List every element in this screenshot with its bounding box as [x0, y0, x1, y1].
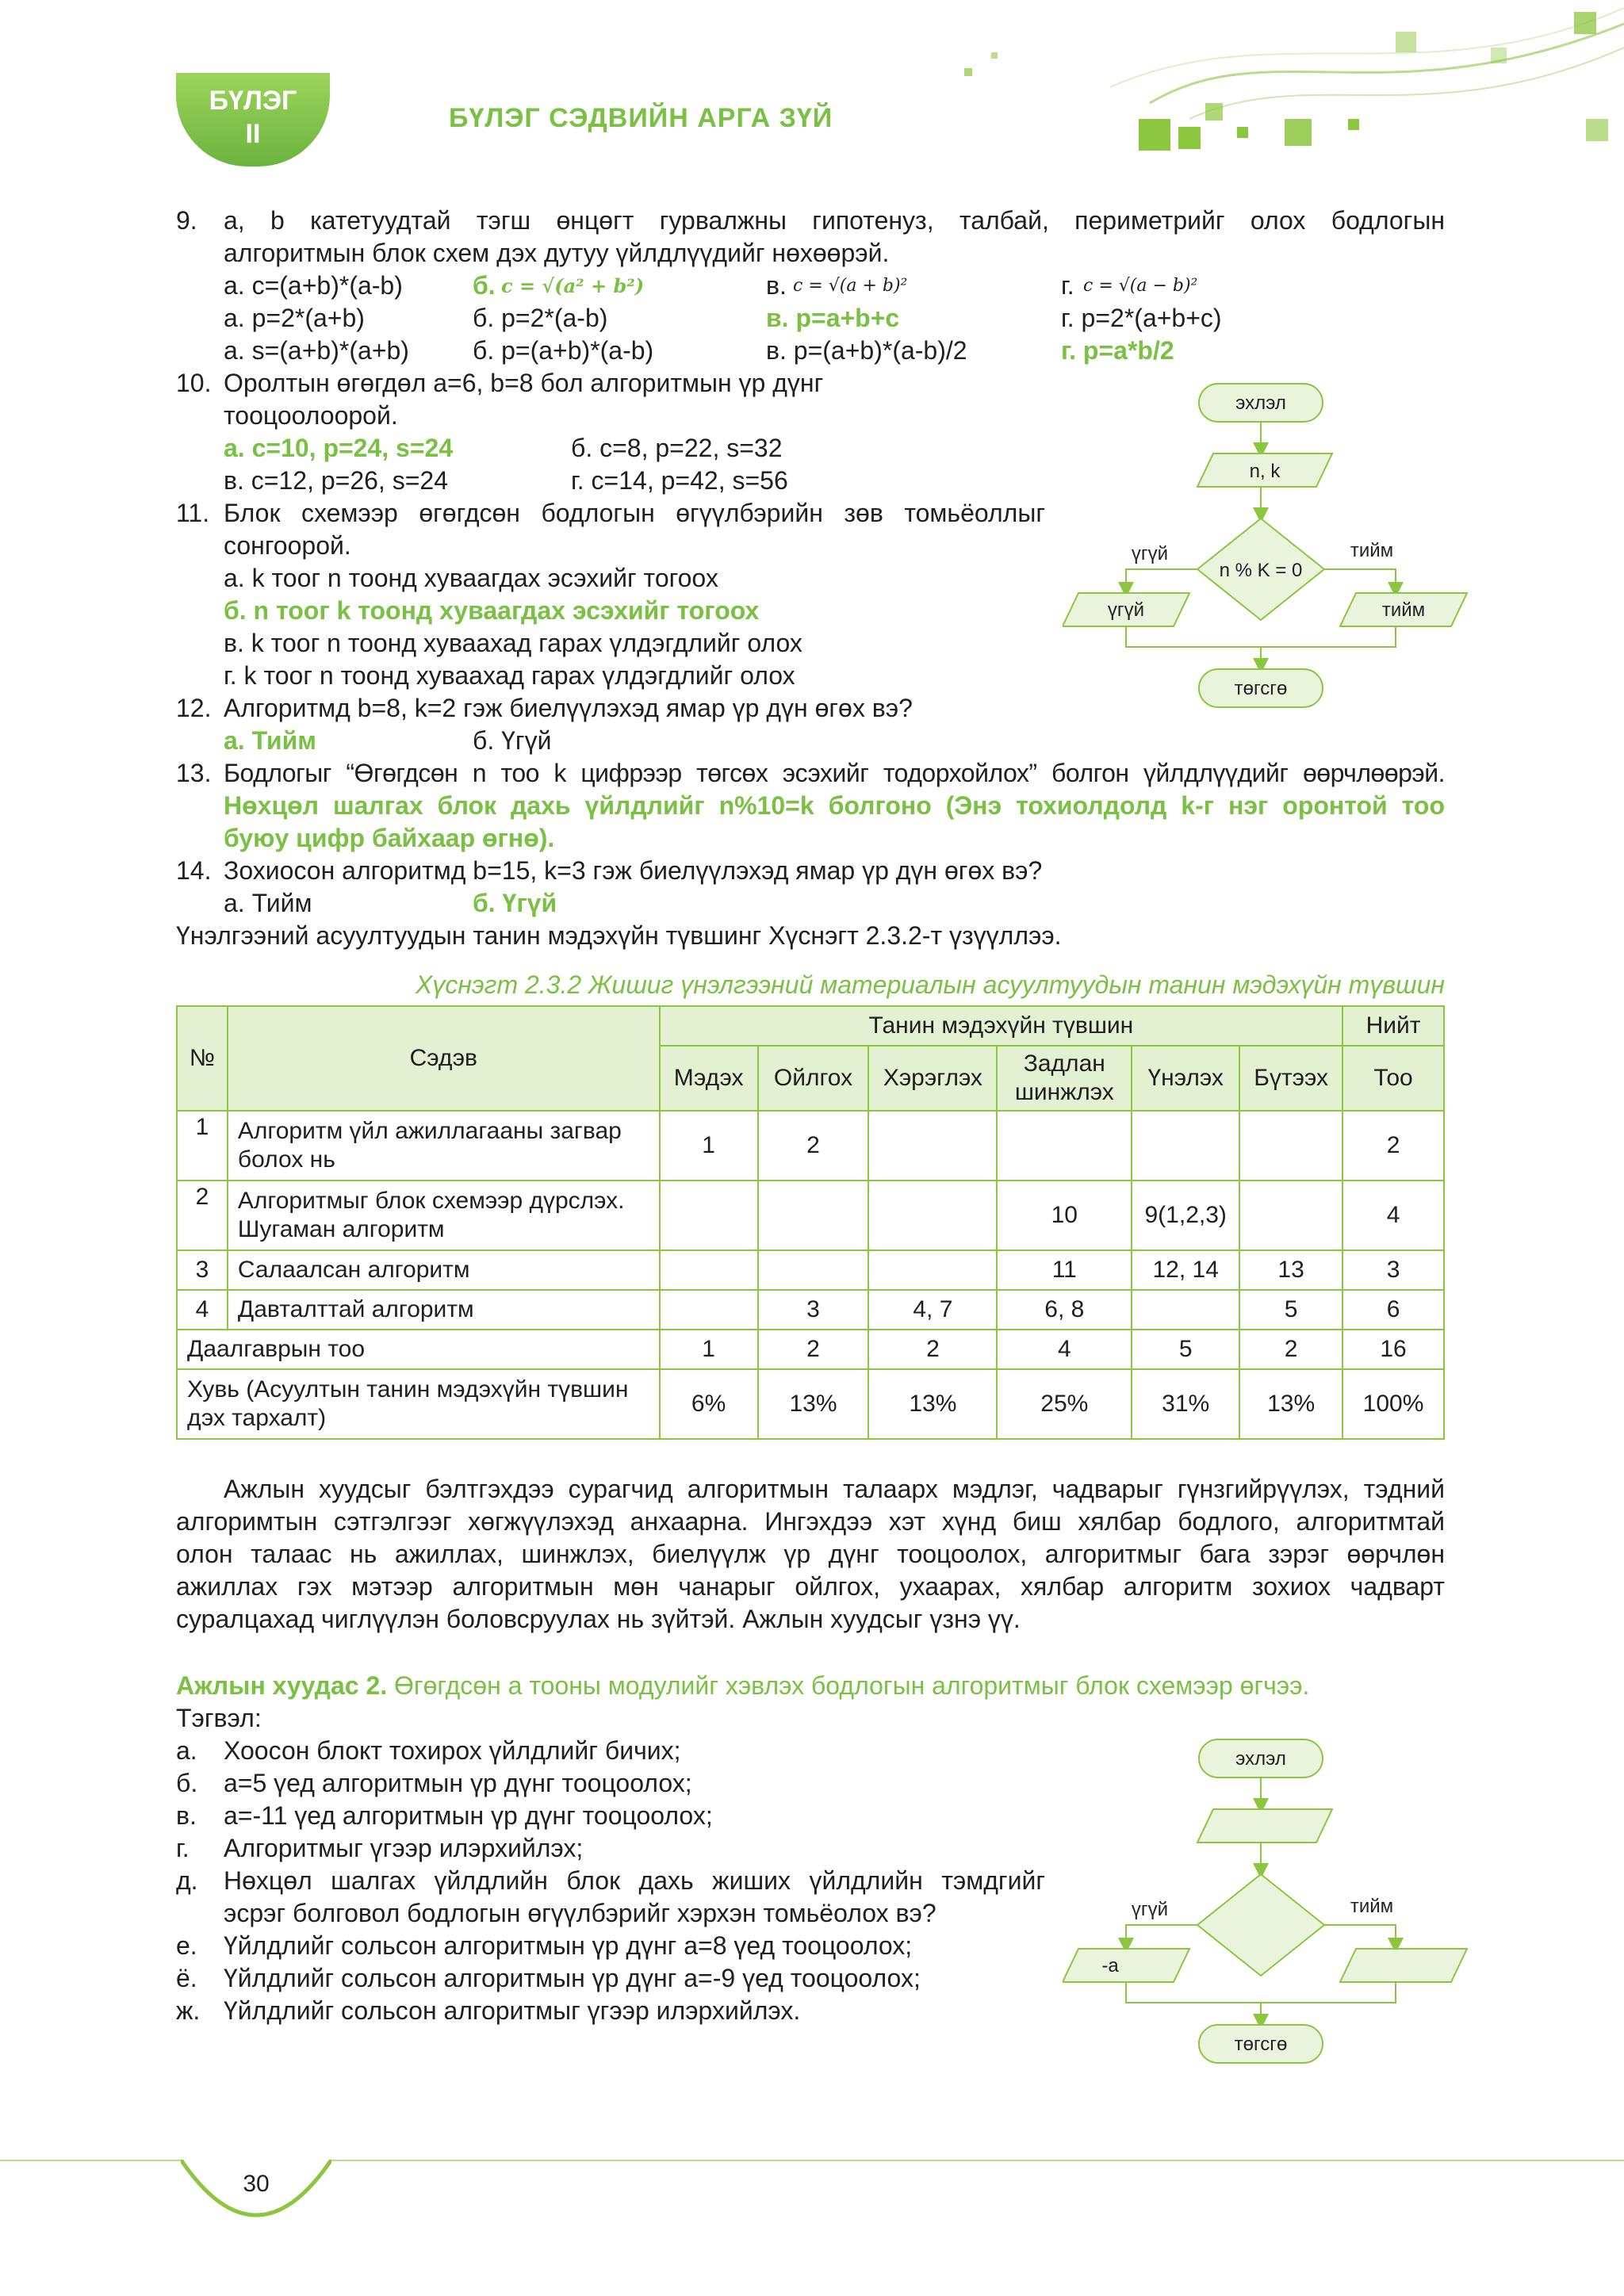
flowchart-absolute-value — [1063, 1728, 1475, 2077]
flow-start-label: эхлэл — [1235, 392, 1286, 414]
q11-number: 11. — [176, 499, 210, 527]
cell: 10 — [997, 1181, 1132, 1250]
q13-number: 13. — [176, 759, 212, 787]
cell: 6, 8 — [997, 1290, 1132, 1330]
header-level-understand: Ойлгох — [758, 1046, 869, 1111]
cell-no: 4 — [177, 1290, 228, 1330]
cell — [868, 1111, 997, 1181]
chapter-badge-number: II — [245, 119, 261, 149]
flow-end-label: төгсгө — [1234, 678, 1288, 699]
ws-item-label: б. — [176, 1769, 198, 1797]
eval-text: Үнэлгээний асуултуудын танин мэдэхүйн түвшинг Хүснэгт 2.3.2-т үзүүллээ. — [176, 921, 1062, 950]
cell-topic: Алгоритмыг блок схемээр дүрслэх. Шугаман алгоритм — [228, 1181, 660, 1250]
q12-a-answer: а. Тийм — [224, 726, 316, 755]
q11-b-answer: б. n тоог k тоонд хуваагдах эсэхийг тогоох — [224, 596, 760, 625]
q10-b: б. c=8, p=22, s=32 — [571, 434, 783, 462]
cell: 13% — [758, 1369, 869, 1439]
q14-number: 14. — [176, 856, 212, 885]
flow-no-label: үгүй — [1131, 1899, 1169, 1920]
header-count: Тоо — [1342, 1046, 1444, 1111]
paragraph-line: ажиллах гэх мэтээр алгоритмын мөн чанарыг ойлгох, ухаарах, хялбар алгоритм зохиох чадварт — [176, 1572, 1445, 1601]
flow-no-label: үгүй — [1131, 543, 1169, 564]
flow-input-blank — [1197, 1809, 1332, 1843]
cell-total: 16 — [1342, 1330, 1444, 1369]
q11-d: г. k тоог n тоонд хуваахад гарах үлдэгдлийг олох — [224, 661, 795, 690]
q9-r3-d-answer: г. p=a*b/2 — [1061, 336, 1174, 365]
ws-item-text: Хоосон блокт тохирох үйлдлийг бичих; — [224, 1736, 681, 1765]
ws-item-text: a=-11 үед алгоритмын үр дүнг тооцоолох; — [224, 1801, 713, 1830]
flow-input-label: n, k — [1249, 461, 1281, 482]
ws-item-text: Үйлдлийг сольсон алгоритмын үр дүнг a=-9 үед тооцоолох; — [224, 1964, 921, 1992]
cell-topic: Алгоритм үйл ажиллагааны загвар болох нь — [228, 1111, 660, 1181]
ws-item-label: а. — [176, 1736, 197, 1765]
cell — [997, 1111, 1132, 1181]
table-row-count — [177, 1330, 1444, 1369]
q9-text-line1: a, b катетуудтай тэгш өнцөгт гурвалжны гипотенуз, талбай, периметрийг олох бодлогын — [224, 206, 1445, 235]
flow-output-yes-label: тийм — [1381, 599, 1426, 621]
cell: 5 — [1239, 1290, 1342, 1330]
deco-square — [991, 52, 998, 59]
cell — [1132, 1290, 1239, 1330]
cell: 12, 14 — [1132, 1250, 1239, 1290]
cell-topic: Салаалсан алгоритм — [228, 1250, 660, 1290]
ws-item-text: a=5 үед алгоритмын үр дүнг тооцоолох; — [224, 1769, 692, 1797]
worksheet-task: Өгөгдсөн a тооны модулийг хэвлэх бодлогын алгоритмыг блок схемээр өгчээ. — [394, 1671, 1310, 1700]
flow-yes-label: тийм — [1350, 540, 1394, 561]
q9-r3-c: в. p=(a+b)*(a-b)/2 — [766, 336, 967, 365]
q9-r1-a: а. c=(a+b)*(a-b) — [224, 271, 403, 300]
cell: 5 — [1132, 1330, 1239, 1369]
cell-topic: Давталттай алгоритм — [228, 1290, 660, 1330]
cell-total: 2 — [1342, 1111, 1444, 1181]
cell-total: 3 — [1342, 1250, 1444, 1290]
q14-text: Зохиосон алгоритмд b=15, k=3 гэж биелүүлэхэд ямар үр дүн өгөх вэ? — [224, 856, 1043, 885]
cell: 25% — [997, 1369, 1132, 1439]
q13-answer-line2: буюу цифр байхаар өгнө). — [224, 824, 555, 852]
cell-total: 100% — [1342, 1369, 1444, 1439]
worksheet-heading — [176, 1670, 1309, 1702]
paragraph-line: Ажлын хуудсыг бэлтгэхдээ сурагчид алгоритмын талаарх мэдлэг, чадварыг гүнзгийрүүлэх, тэдний — [224, 1475, 1445, 1503]
q10-a-answer: а. c=10, p=24, s=24 — [224, 434, 454, 462]
deco-square — [1205, 103, 1223, 121]
cell — [1239, 1111, 1342, 1181]
page-header-title: БҮЛЭГ СЭДВИЙН АРГА ЗҮЙ — [449, 103, 833, 133]
ws-item-text: Алгоритмыг үгээр илэрхийлэх; — [224, 1834, 584, 1862]
q9-r2-a: а. p=2*(a+b) — [224, 304, 365, 332]
table-caption: Хүснэгт 2.3.2 Жишиг үнэлгээний материалын асуултуудын танин мэдэхүйн түвшин — [415, 970, 1445, 999]
cell: 6% — [660, 1369, 758, 1439]
header-level-know: Мэдэх — [660, 1046, 758, 1111]
q9-number: 9. — [176, 206, 197, 235]
header-total: Нийт — [1342, 1006, 1444, 1046]
flow-start-label: эхлэл — [1235, 1748, 1286, 1770]
cell — [1239, 1181, 1342, 1250]
deco-square — [1178, 127, 1201, 149]
ws-item-text: эсрэг болговол бодлогын өгүүлбэрийг хэрхэн томьёолох вэ? — [224, 1899, 936, 1927]
cell: 2 — [758, 1330, 869, 1369]
deco-square — [1586, 119, 1608, 141]
deco-square — [1348, 119, 1359, 130]
q9-text-line2: алгоритмын блок схем дэх дутуу үйлдлүүдийг нөхөөрэй. — [224, 239, 890, 267]
q10-text-line1: Оролтын өгөгдөл a=6, b=8 бол алгоритмын үр дүнг — [224, 369, 824, 397]
cell: 13% — [1239, 1369, 1342, 1439]
cell-count-label: Даалгаврын тоо — [177, 1330, 660, 1369]
cell — [660, 1290, 758, 1330]
cell-no: 2 — [177, 1181, 228, 1250]
q12-text: Алгоритмд b=8, k=2 гэж биелүүлэхэд ямар үр дүн өгөх вэ? — [224, 694, 913, 722]
header-level: Танин мэдэхүйн түвшин — [660, 1006, 1342, 1046]
ws-item-label: ё. — [176, 1964, 197, 1992]
deco-square — [1574, 12, 1596, 34]
flowchart-divisibility — [1063, 373, 1475, 721]
cell: 2 — [758, 1111, 869, 1181]
q9-r1-c-formula: c = √(a + b)² — [793, 276, 908, 296]
table-row — [177, 1181, 1444, 1250]
q14-b-answer: б. Үгүй — [473, 889, 557, 917]
cell-total: 4 — [1342, 1181, 1444, 1250]
cell: 4, 7 — [868, 1290, 997, 1330]
cell: 11 — [997, 1250, 1132, 1290]
flow-condition-label: n % K = 0 — [1219, 560, 1303, 581]
cell-percent-label: Хувь (Асуултын танин мэдэхүйн түвшин дэх тархалт) — [177, 1369, 660, 1439]
ws-item-label: е. — [176, 1931, 197, 1960]
table-row — [177, 1111, 1444, 1181]
cell — [1132, 1111, 1239, 1181]
flow-output-no-label: -a — [1101, 1955, 1119, 1976]
paragraph-line: суралцахад чиглүүлэн боловсруулах нь зүйтэй. Ажлын хуудсыг үзнэ үү. — [176, 1605, 1021, 1633]
cell-no: 1 — [177, 1111, 228, 1181]
cell — [758, 1250, 869, 1290]
paragraph-line: алгоримтын сэтгэлгээг хөгжүүлэхэд анхаарна. Ингэхдээ хэт хүнд биш хялбар бодлого, алгоритмтай — [176, 1507, 1445, 1536]
flow-output-no — [1063, 1949, 1189, 1982]
cell: 4 — [997, 1330, 1132, 1369]
cell: 13% — [868, 1369, 997, 1439]
cognitive-level-table — [176, 1005, 1445, 1440]
q11-c: в. k тоог n тоонд хуваахад гарах үлдэгдлийг олох — [224, 629, 802, 657]
q11-a: а. k тоог n тоонд хуваагдах эсэхийг тогоох — [224, 564, 718, 592]
q11-text-line1: Блок схемээр өгөгдсөн бодлогын өгүүлбэрийн зөв томьёоллыг — [224, 499, 1045, 527]
ws-item-text: Нөхцөл шалгах үйлдлийн блок дахь жиших үйлдлийн тэмдгийг — [224, 1866, 1045, 1895]
flow-yes-label: тийм — [1350, 1896, 1394, 1917]
cell-total: 6 — [1342, 1290, 1444, 1330]
ws-item-label: д. — [176, 1866, 198, 1895]
deco-square — [964, 68, 972, 76]
flow-condition-blank — [1197, 1874, 1324, 1976]
q9-r2-d: г. p=2*(a+b+c) — [1061, 304, 1222, 332]
cell: 9(1,2,3) — [1132, 1181, 1239, 1250]
table-row — [177, 1290, 1444, 1330]
cell: 3 — [758, 1290, 869, 1330]
header-level-analyze: Задлан шинжлэх — [997, 1046, 1132, 1111]
worksheet-then: Тэгвэл: — [176, 1704, 262, 1732]
cell — [868, 1250, 997, 1290]
cell — [660, 1250, 758, 1290]
cell-no: 3 — [177, 1250, 228, 1290]
cell — [758, 1181, 869, 1250]
flow-output-no-label: үгүй — [1107, 599, 1145, 621]
header-number: № — [177, 1006, 228, 1111]
page-number: 30 — [243, 2171, 270, 2197]
paragraph-line: олон талаас нь ажиллах, шинжлэх, биелүүлж үр дүнг тооцоолох, алгоритмыг бага зэрэг өөрчлөн — [176, 1540, 1445, 1568]
deco-square — [1491, 48, 1507, 63]
deco-square — [1396, 32, 1416, 52]
cell: 1 — [660, 1111, 758, 1181]
q12-b: б. Үгүй — [473, 726, 552, 755]
q12-number: 12. — [176, 694, 212, 722]
header-level-evaluate: Үнэлэх — [1132, 1046, 1239, 1111]
q10-text-line2: тооцоолоорой. — [224, 401, 398, 430]
header-level-create: Бүтээх — [1239, 1046, 1342, 1111]
q9-r1-b-formula: c = √(a² + b²) — [501, 274, 645, 297]
cell — [660, 1181, 758, 1250]
q9-r3-b: б. p=(a+b)*(a-b) — [473, 336, 654, 365]
header-level-apply: Хэрэглэх — [868, 1046, 997, 1111]
cell: 31% — [1132, 1369, 1239, 1439]
ws-item-text: Үйлдлийг сольсон алгоритмыг үгээр илэрхийлэх. — [224, 1996, 801, 2025]
q11-text-line2: сонгоорой. — [224, 531, 351, 560]
worksheet-title: Ажлын хуудас 2. — [176, 1671, 388, 1700]
table-row-percent — [177, 1369, 1444, 1439]
flow-output-yes-blank — [1340, 1949, 1467, 1982]
cell — [868, 1181, 997, 1250]
q9-r1-c-label: в. — [766, 271, 787, 300]
flow-end-label: төгсгө — [1234, 2034, 1288, 2055]
q9-r3-a: а. s=(a+b)*(a+b) — [224, 336, 409, 365]
cell: 13 — [1239, 1250, 1342, 1290]
header-topic: Сэдэв — [228, 1006, 660, 1111]
q10-c: в. c=12, p=26, s=24 — [224, 466, 448, 495]
q10-number: 10. — [176, 369, 212, 397]
q14-a: а. Тийм — [224, 889, 312, 917]
cell: 1 — [660, 1330, 758, 1369]
q9-r2-c-answer: в. p=a+b+c — [766, 304, 900, 332]
deco-square — [1285, 119, 1312, 146]
ws-item-text: Үйлдлийг сольсон алгоритмын үр дүнг a=8 үед тооцоолох; — [224, 1931, 913, 1960]
table-row — [177, 1250, 1444, 1290]
q9-r1-d-label: г. — [1061, 271, 1074, 300]
ws-item-label: г. — [176, 1834, 190, 1862]
deco-square — [1139, 119, 1170, 151]
deco-square — [1237, 127, 1248, 138]
ws-item-label: в. — [176, 1801, 197, 1830]
cell: 2 — [868, 1330, 997, 1369]
q10-d: г. c=14, p=42, s=56 — [571, 466, 788, 495]
q9-r1-d-formula: c = √(a − b)² — [1083, 276, 1198, 296]
q13-text: Бодлогыг “Өгөгдсөн n тоо k цифрээр төгсөх эсэхийг тодорхойлох” болгон үйлдлүүдийг өөрчлөөрэй. — [224, 759, 1445, 787]
q13-answer-line1: Нөхцөл шалгах блок дахь үйлдлийг n%10=k болгоно (Энэ тохиолдолд k-г нэг оронтой тоо — [224, 791, 1445, 820]
ws-item-label: ж. — [176, 1996, 201, 2025]
q9-r1-b-label: б. — [473, 271, 496, 300]
cell: 2 — [1239, 1330, 1342, 1369]
chapter-badge-label: БҮЛЭГ — [209, 86, 297, 116]
q9-r2-b: б. p=2*(a-b) — [473, 304, 608, 332]
